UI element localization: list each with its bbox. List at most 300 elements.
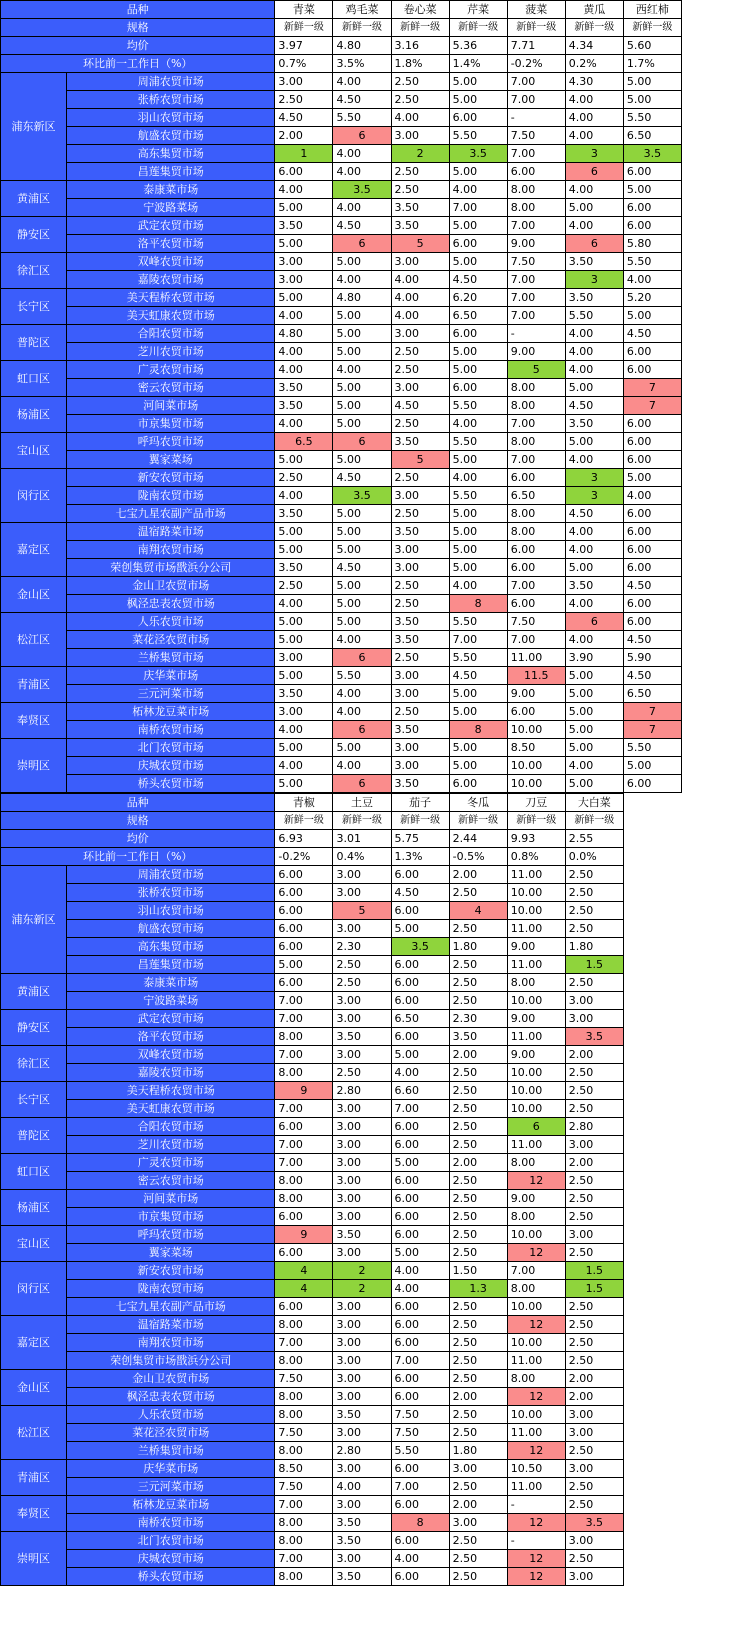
price-cell: 2.80 (565, 1118, 623, 1136)
district-label: 普陀区 (1, 325, 67, 361)
district-label: 闵行区 (1, 1262, 67, 1316)
price-cell: 1.80 (449, 938, 507, 956)
price-cell: 5.00 (275, 739, 333, 757)
price-cell: 5.00 (449, 739, 507, 757)
market-name: 羽山农贸市场 (67, 109, 275, 127)
price-cell: 7.00 (507, 1262, 565, 1280)
price-cell: 3.00 (565, 1136, 623, 1154)
average-row-label: 均价 (1, 37, 275, 55)
market-name: 密云农贸市场 (67, 1172, 275, 1190)
price-cell: 9.00 (507, 1010, 565, 1028)
spec-row-cell: 新鲜一级 (507, 812, 565, 830)
price-cell: 5.00 (449, 703, 507, 721)
price-cell: 6.00 (507, 595, 565, 613)
price-cell: 5.00 (275, 199, 333, 217)
price-cell: 6.60 (391, 1082, 449, 1100)
price-cell: 3.00 (333, 1460, 391, 1478)
price-cell: 3.50 (391, 523, 449, 541)
change-row-label: 环比前一工作日（%） (1, 848, 275, 866)
change-row-cell: 1.4% (449, 55, 507, 73)
price-cell: 7.00 (275, 1010, 333, 1028)
price-cell: 7.00 (507, 451, 565, 469)
change-row-cell: -0.2% (275, 848, 333, 866)
price-cell: 5.80 (623, 235, 681, 253)
average-row-cell: 3.97 (275, 37, 333, 55)
price-cell: 6 (333, 721, 391, 739)
price-cell: 5.00 (565, 199, 623, 217)
price-cell: 2.50 (565, 1208, 623, 1226)
market-row (1, 649, 682, 667)
change-row-cell: 1.7% (623, 55, 681, 73)
price-cell: 4.00 (391, 307, 449, 325)
district-label: 杨浦区 (1, 1190, 67, 1226)
price-cell: 6.00 (623, 199, 681, 217)
price-cell: 4.50 (333, 559, 391, 577)
price-cell: 3.00 (565, 1532, 623, 1550)
market-row (1, 1496, 682, 1514)
market-name: 河间菜市场 (67, 1190, 275, 1208)
price-cell: 2 (391, 145, 449, 163)
market-row (1, 1370, 682, 1388)
price-cell: 4.00 (623, 487, 681, 505)
price-cell: 4.00 (565, 541, 623, 559)
price-cell: 10.00 (507, 884, 565, 902)
price-cell: 3.00 (565, 1568, 623, 1586)
district-label: 松江区 (1, 1406, 67, 1460)
price-cell: 5.00 (275, 289, 333, 307)
price-cell: 1.5 (565, 1262, 623, 1280)
market-name: 航盛农贸市场 (67, 127, 275, 145)
market-name: 广灵农贸市场 (67, 361, 275, 379)
price-cell: 5.00 (333, 577, 391, 595)
price-cell: 2.50 (391, 703, 449, 721)
price-cell: 5.00 (623, 469, 681, 487)
empty-cell (623, 848, 681, 866)
price-cell: 3.00 (333, 1172, 391, 1190)
market-name: 庆城农贸市场 (67, 1550, 275, 1568)
price-cell: 5.00 (623, 307, 681, 325)
market-name: 陇南农贸市场 (67, 487, 275, 505)
price-cell: 3.50 (565, 415, 623, 433)
market-name: 航盛农贸市场 (67, 920, 275, 938)
empty-cell (623, 794, 681, 812)
price-cell: 4.00 (275, 595, 333, 613)
market-row (1, 361, 682, 379)
price-cell: 5.00 (623, 757, 681, 775)
price-cell: 5.00 (333, 397, 391, 415)
empty-cell (623, 902, 681, 920)
market-row (1, 902, 682, 920)
price-cell: 6.00 (391, 1118, 449, 1136)
market-name: 人乐农贸市场 (67, 613, 275, 631)
price-cell: 3.00 (333, 1118, 391, 1136)
empty-cell (623, 866, 681, 884)
market-name: 南桥农贸市场 (67, 1514, 275, 1532)
price-cell: 5.00 (449, 541, 507, 559)
price-cell: - (507, 325, 565, 343)
spec-row-cell: 新鲜一级 (449, 812, 507, 830)
price-cell: 2.50 (449, 1136, 507, 1154)
district-label: 奉贤区 (1, 703, 67, 739)
market-name: 武定农贸市场 (67, 1010, 275, 1028)
price-cell: 7.00 (507, 217, 565, 235)
price-cell: 7 (623, 703, 681, 721)
price-cell: 2.50 (565, 920, 623, 938)
market-name: 双峰农贸市场 (67, 253, 275, 271)
price-cell: 3.00 (333, 1136, 391, 1154)
market-row (1, 343, 682, 361)
price-cell: 2.00 (449, 1388, 507, 1406)
market-row (1, 1460, 682, 1478)
price-cell: 8.00 (507, 397, 565, 415)
price-cell: 8.00 (507, 379, 565, 397)
price-cell: 2.50 (565, 1316, 623, 1334)
price-cell: 10.00 (507, 992, 565, 1010)
price-cell: 8.00 (507, 974, 565, 992)
market-name: 翼家菜场 (67, 1244, 275, 1262)
price-cell: 5.50 (449, 613, 507, 631)
price-cell: 12 (507, 1514, 565, 1532)
price-cell: 8.50 (275, 1460, 333, 1478)
price-cell: 2.50 (391, 469, 449, 487)
empty-cell (623, 1550, 681, 1568)
price-cell: 2.50 (565, 1334, 623, 1352)
price-cell: 5.00 (623, 91, 681, 109)
market-row (1, 1064, 682, 1082)
price-cell: 6.00 (391, 1172, 449, 1190)
price-cell: 7.00 (507, 307, 565, 325)
price-cell: 6.00 (623, 595, 681, 613)
price-cell: 4.80 (275, 325, 333, 343)
price-cell: 11.00 (507, 1136, 565, 1154)
price-cell: 5.20 (623, 289, 681, 307)
market-name: 南翔农贸市场 (67, 541, 275, 559)
price-cell: 3.50 (275, 397, 333, 415)
market-row (1, 397, 682, 415)
price-cell: 5.50 (449, 649, 507, 667)
price-cell: 6.00 (623, 433, 681, 451)
average-row-cell: 6.93 (275, 830, 333, 848)
price-cell: 4.00 (449, 469, 507, 487)
price-cell: 2.80 (333, 1082, 391, 1100)
price-cell: 3.00 (565, 1010, 623, 1028)
price-cell: 4.00 (391, 1262, 449, 1280)
product-header-row-cell: 刀豆 (507, 794, 565, 812)
price-cell: 4.00 (275, 757, 333, 775)
empty-cell (623, 1514, 681, 1532)
price-cell: 9.00 (507, 343, 565, 361)
price-cell: 4 (449, 902, 507, 920)
price-cell: 3.50 (333, 1568, 391, 1586)
price-cell: 2 (333, 1280, 391, 1298)
average-row (1, 830, 682, 848)
price-cell: 2.50 (449, 1064, 507, 1082)
market-row (1, 73, 682, 91)
district-label: 长宁区 (1, 1082, 67, 1118)
price-cell: 3.00 (333, 1352, 391, 1370)
product-header-row-cell: 青菜 (275, 1, 333, 19)
market-row (1, 1532, 682, 1550)
price-cell: 9.00 (507, 1190, 565, 1208)
empty-cell (623, 1568, 681, 1586)
price-cell: 2.50 (391, 361, 449, 379)
market-name: 柘林龙豆菜市场 (67, 703, 275, 721)
district-label: 徐汇区 (1, 253, 67, 289)
price-cell: 7.00 (449, 199, 507, 217)
price-cell: 4.00 (565, 523, 623, 541)
price-cell: 6.00 (391, 1370, 449, 1388)
price-cell: 7.00 (391, 1100, 449, 1118)
price-cell: 8.00 (275, 1064, 333, 1082)
market-row (1, 379, 682, 397)
price-cell: 2.50 (449, 1190, 507, 1208)
market-name: 枫泾忠表农贸市场 (67, 1388, 275, 1406)
product-header-row-cell: 卷心菜 (391, 1, 449, 19)
price-cell: 3.00 (333, 1334, 391, 1352)
price-cell: - (507, 1496, 565, 1514)
average-row-label: 均价 (1, 830, 275, 848)
price-cell: 6.00 (275, 866, 333, 884)
price-cell: 2.30 (449, 1010, 507, 1028)
market-name: 柘林龙豆菜市场 (67, 1496, 275, 1514)
price-cell: 4.00 (333, 1478, 391, 1496)
price-cell: 6.20 (449, 289, 507, 307)
price-cell: 9 (275, 1082, 333, 1100)
market-row (1, 1172, 682, 1190)
price-cell: 3.00 (565, 1226, 623, 1244)
average-row-cell: 5.75 (391, 830, 449, 848)
district-label: 虹口区 (1, 1154, 67, 1190)
market-name: 南桥农贸市场 (67, 721, 275, 739)
price-cell: 3.5 (391, 938, 449, 956)
district-label: 静安区 (1, 1010, 67, 1046)
price-cell: 11.00 (507, 866, 565, 884)
price-cell: 6.50 (623, 127, 681, 145)
price-cell: 12 (507, 1244, 565, 1262)
price-cell: 10.00 (507, 1406, 565, 1424)
market-row (1, 1244, 682, 1262)
market-row (1, 1316, 682, 1334)
price-cell: 4.00 (275, 415, 333, 433)
product-header-row-cell: 茄子 (391, 794, 449, 812)
price-cell: 5.00 (275, 541, 333, 559)
price-cell: 5.00 (333, 415, 391, 433)
market-row (1, 631, 682, 649)
price-cell: 10.00 (507, 1064, 565, 1082)
price-cell: 7.00 (507, 73, 565, 91)
empty-cell (623, 830, 681, 848)
market-name: 芝川农贸市场 (67, 1136, 275, 1154)
price-cell: 4.50 (623, 631, 681, 649)
price-cell: 9.00 (507, 685, 565, 703)
price-cell: 6.00 (623, 451, 681, 469)
price-cell: 8.00 (507, 433, 565, 451)
price-cell: 10.00 (507, 1082, 565, 1100)
price-cell: 4.50 (333, 217, 391, 235)
market-name: 三元河菜市场 (67, 1478, 275, 1496)
price-cell: 4.00 (333, 73, 391, 91)
price-cell: 7.00 (275, 1100, 333, 1118)
price-cell: 3 (565, 469, 623, 487)
price-cell: 7.00 (507, 289, 565, 307)
market-name: 七宝九星农副产品市场 (67, 505, 275, 523)
price-cell: 3.5 (333, 181, 391, 199)
product-header-row-cell: 鸡毛菜 (333, 1, 391, 19)
price-cell: 8.00 (507, 1280, 565, 1298)
price-cell: 2.50 (449, 1550, 507, 1568)
price-cell: 6.50 (449, 307, 507, 325)
market-name: 菜花泾农贸市场 (67, 1424, 275, 1442)
market-row (1, 757, 682, 775)
price-cell: 3.00 (333, 866, 391, 884)
price-cell: 6 (333, 235, 391, 253)
price-cell: 9.00 (507, 235, 565, 253)
price-cell: 4.00 (449, 181, 507, 199)
price-cell: 5.50 (623, 109, 681, 127)
price-cell: 7.00 (507, 415, 565, 433)
price-cell: 3.00 (333, 1316, 391, 1334)
price-cell: 2.50 (565, 1172, 623, 1190)
district-label: 虹口区 (1, 361, 67, 397)
price-cell: 7 (623, 379, 681, 397)
market-name: 河间菜市场 (67, 397, 275, 415)
market-name: 洛平农贸市场 (67, 235, 275, 253)
price-cell: 5.00 (333, 595, 391, 613)
price-cell: 3.50 (391, 631, 449, 649)
price-cell: 5.00 (565, 721, 623, 739)
average-row-cell: 9.93 (507, 830, 565, 848)
market-name: 新安农贸市场 (67, 469, 275, 487)
market-row (1, 1442, 682, 1460)
spec-row-cell: 新鲜一级 (391, 812, 449, 830)
market-row (1, 487, 682, 505)
market-row (1, 974, 682, 992)
change-row-cell: 0.2% (565, 55, 623, 73)
price-cell: - (507, 109, 565, 127)
price-cell: 8 (449, 721, 507, 739)
price-cell: 8.00 (275, 1568, 333, 1586)
market-row (1, 667, 682, 685)
price-cell: 5.00 (449, 91, 507, 109)
market-row (1, 1118, 682, 1136)
price-cell: 2.50 (565, 1082, 623, 1100)
price-cell: 4.00 (391, 271, 449, 289)
empty-cell (623, 1316, 681, 1334)
district-label: 静安区 (1, 217, 67, 253)
price-cell: 3.00 (391, 739, 449, 757)
price-cell: 5.00 (333, 523, 391, 541)
market-row (1, 1136, 682, 1154)
price-cell: 2.50 (449, 1334, 507, 1352)
market-row (1, 920, 682, 938)
market-row (1, 1208, 682, 1226)
price-cell: 3 (565, 271, 623, 289)
market-row (1, 721, 682, 739)
price-cell: 5.50 (391, 1442, 449, 1460)
price-cell: 6.00 (275, 1244, 333, 1262)
market-name: 张桥农贸市场 (67, 884, 275, 902)
price-cell: 2.50 (449, 1100, 507, 1118)
price-cell: 2.50 (449, 1172, 507, 1190)
price-cell: 3.00 (391, 487, 449, 505)
price-cell: 6 (333, 649, 391, 667)
market-name: 温宿路菜市场 (67, 1316, 275, 1334)
price-cell: 4 (275, 1280, 333, 1298)
product-header-row-cell: 菠菜 (507, 1, 565, 19)
price-cell: 3.00 (391, 757, 449, 775)
change-row-cell: 0.7% (275, 55, 333, 73)
change-row-label: 环比前一工作日（%） (1, 55, 275, 73)
market-row (1, 1100, 682, 1118)
price-cell: 7.00 (507, 631, 565, 649)
district-label: 普陀区 (1, 1118, 67, 1154)
price-cell: 4.00 (275, 343, 333, 361)
average-row (1, 37, 682, 55)
price-cell: 8.00 (507, 181, 565, 199)
price-cell: 5.00 (333, 253, 391, 271)
price-cell: 5.00 (565, 667, 623, 685)
empty-cell (623, 1190, 681, 1208)
price-cell: 6.00 (449, 109, 507, 127)
empty-cell (623, 1172, 681, 1190)
price-cell: 6.00 (391, 992, 449, 1010)
price-cell: 6.00 (391, 866, 449, 884)
price-cell: 8 (391, 1514, 449, 1532)
market-name: 美天虹康农贸市场 (67, 307, 275, 325)
market-row (1, 541, 682, 559)
price-cell: 2.50 (391, 181, 449, 199)
price-cell: 3.50 (565, 577, 623, 595)
district-label: 松江区 (1, 613, 67, 667)
price-cell: 2.50 (449, 1370, 507, 1388)
price-cell: 2.50 (565, 1100, 623, 1118)
price-cell: 2.50 (391, 649, 449, 667)
spec-row-cell: 新鲜一级 (623, 19, 681, 37)
price-cell: 5.00 (623, 73, 681, 91)
market-name: 广灵农贸市场 (67, 1154, 275, 1172)
price-cell: 5.00 (333, 343, 391, 361)
empty-cell (623, 1010, 681, 1028)
price-cell: 3.50 (333, 1514, 391, 1532)
empty-cell (623, 1082, 681, 1100)
price-cell: 2.50 (449, 1226, 507, 1244)
price-cell: 3.00 (391, 685, 449, 703)
price-cell: 6 (333, 127, 391, 145)
price-cell: 3.5 (623, 145, 681, 163)
product-header-row-cell: 土豆 (333, 794, 391, 812)
price-cell: 4.00 (333, 631, 391, 649)
price-cell: 4.00 (449, 415, 507, 433)
price-cell: 5.50 (565, 307, 623, 325)
price-cell: 3.00 (333, 1010, 391, 1028)
price-cell: 7.00 (449, 631, 507, 649)
market-row (1, 1388, 682, 1406)
price-cell: 2.50 (449, 974, 507, 992)
market-row (1, 523, 682, 541)
price-cell: 3.50 (391, 775, 449, 793)
price-table-2 (0, 793, 682, 1586)
market-name: 高东集贸市场 (67, 145, 275, 163)
price-cell: 5.00 (449, 757, 507, 775)
price-cell: 2 (333, 1262, 391, 1280)
price-cell: 2.50 (275, 91, 333, 109)
price-cell: 4.00 (565, 343, 623, 361)
price-cell: 5.00 (449, 523, 507, 541)
price-cell: 6 (565, 235, 623, 253)
spec-row-label: 规格 (1, 812, 275, 830)
market-row (1, 109, 682, 127)
price-cell: 3.5 (333, 487, 391, 505)
